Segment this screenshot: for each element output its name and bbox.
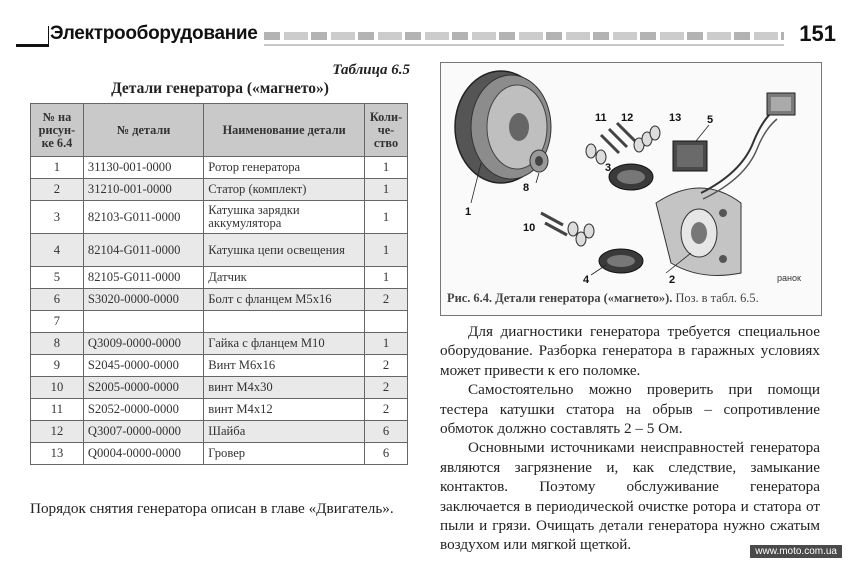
table-row (31, 179, 408, 201)
cell-num: 7 (31, 311, 84, 333)
generator-parts-figure (440, 62, 822, 316)
table-row (31, 399, 408, 421)
publisher-logo: ранок (777, 273, 801, 283)
cell-qty: 1 (365, 157, 408, 179)
cell-name: Гайка с фланцем М10 (204, 333, 365, 355)
table-row (31, 201, 408, 234)
lighting-coil-part-4 (599, 249, 643, 273)
chapter-title: Электрооборудование (50, 23, 258, 44)
cell-name: Ротор генератора (204, 157, 365, 179)
running-header (16, 18, 836, 52)
cell-num: 3 (31, 201, 84, 234)
figure-caption-label: Рис. 6.4. Детали генератора («магнето»). (447, 291, 673, 305)
cell-qty: 2 (365, 377, 408, 399)
stator-plate-part-2 (656, 188, 741, 275)
cell-num: 1 (31, 157, 84, 179)
cell-name: Статор (комплект) (204, 179, 365, 201)
screws-upper (586, 123, 660, 164)
cell-num: 11 (31, 399, 84, 421)
callout-4: 4 (583, 274, 590, 286)
cell-num: 2 (31, 179, 84, 201)
cell-pn: S2005-0000-0000 (83, 377, 203, 399)
cell-pn: Q3007-0000-0000 (83, 421, 203, 443)
paragraph-diagnostics: Для диагностики генератора требуется специальное оборудование. Разборка генератора в гаражных условиях может привести к его поломке. (440, 323, 820, 379)
table-row (31, 377, 408, 399)
cell-name: Болт с фланцем М5х16 (204, 289, 365, 311)
cell-name: Винт М6х16 (204, 355, 365, 377)
sensor-part-5 (673, 141, 707, 171)
cell-pn: Q0004-0000-0000 (83, 443, 203, 465)
paragraph-faults: Основными источниками неисправностей генератора являются загрязнение и, как следствие, замыкание контактов. Поэтому обслуживание генератора заключается в периодической очистке ротора и статора от пыли и грязи. Очищать детали генератора нужно сжатым воздухом или мягкой щеткой. (440, 439, 820, 554)
cell-num: 9 (31, 355, 84, 377)
col-header-name: Наименование детали (204, 104, 365, 157)
cell-pn: 82104-G011-0000 (83, 234, 203, 267)
source-watermark: www.moto.com.ua (750, 545, 842, 558)
cell-qty: 1 (365, 201, 408, 234)
table-row (31, 157, 408, 179)
col-header-pn: № детали (83, 104, 203, 157)
body-text (440, 322, 820, 555)
table-row (31, 333, 408, 355)
cell-name: Гровер (204, 443, 365, 465)
cell-num: 5 (31, 267, 84, 289)
table-row (31, 289, 408, 311)
cell-name: Шайба (204, 421, 365, 443)
cell-qty: 1 (365, 333, 408, 355)
callout-8: 8 (523, 182, 530, 194)
col-header-qty: Коли- че- ство (365, 104, 408, 157)
left-footer-text: Порядок снятия генератора описан в главе «Двигатель». (30, 500, 394, 517)
page-number: 151 (799, 21, 836, 46)
cell-qty: 6 (365, 443, 408, 465)
screws-lower (541, 213, 594, 246)
nut-part-8 (530, 150, 548, 172)
callout-5: 5 (707, 114, 714, 126)
cell-qty: 2 (365, 355, 408, 377)
header-corner-mark (16, 26, 49, 47)
cell-qty: 2 (365, 399, 408, 421)
figure-caption-rest: Поз. в табл. 6.5. (675, 291, 759, 305)
cell-pn: S3020-0000-0000 (83, 289, 203, 311)
table-row (31, 421, 408, 443)
cell-pn: S2045-0000-0000 (83, 355, 203, 377)
cell-qty (365, 311, 408, 333)
cell-qty: 1 (365, 234, 408, 267)
paragraph-tester: Самостоятельно можно проверить при помощи тестера катушки статора на обрыв – сопротивление обмоток должно составлять 2 – 5 Ом. (440, 381, 820, 438)
cell-pn: Q3009-0000-0000 (83, 333, 203, 355)
wiring-harness (701, 93, 795, 199)
cell-num: 13 (31, 443, 84, 465)
cell-name: винт М4х30 (204, 377, 365, 399)
table-title: Детали генератора («магнето») (111, 80, 329, 97)
generator-exploded-drawing (441, 63, 821, 289)
cell-pn: 31210-001-0000 (83, 179, 203, 201)
cell-name: Датчик (204, 267, 365, 289)
cell-name (204, 311, 365, 333)
cell-num: 8 (31, 333, 84, 355)
callout-3: 3 (605, 162, 612, 174)
cell-name: Катушка цепи освещения (204, 234, 365, 267)
cell-num: 12 (31, 421, 84, 443)
table-row (31, 267, 408, 289)
table-row (31, 443, 408, 465)
parts-table (30, 103, 408, 465)
cell-qty: 6 (365, 421, 408, 443)
table-body (31, 157, 408, 465)
cell-pn: S2052-0000-0000 (83, 399, 203, 421)
table-row (31, 355, 408, 377)
cell-name: винт М4х12 (204, 399, 365, 421)
header-underline (264, 44, 784, 46)
cell-qty: 1 (365, 179, 408, 201)
callout-1: 1 (465, 206, 472, 218)
cell-num: 10 (31, 377, 84, 399)
cell-pn: 82103-G011-0000 (83, 201, 203, 234)
callout-13: 13 (669, 112, 682, 124)
table-caption: Таблица 6.5 (332, 62, 410, 78)
table-row (31, 234, 408, 267)
figure-caption (447, 291, 817, 306)
cell-qty: 1 (365, 267, 408, 289)
charging-coil-part-3 (609, 164, 653, 190)
callout-12: 12 (621, 112, 634, 124)
cell-num: 6 (31, 289, 84, 311)
table-header-row (31, 104, 408, 157)
callout-2: 2 (669, 274, 676, 286)
callout-11: 11 (595, 112, 607, 124)
cell-num: 4 (31, 234, 84, 267)
cell-pn: 82105-G011-0000 (83, 267, 203, 289)
cell-qty: 2 (365, 289, 408, 311)
cell-pn (83, 311, 203, 333)
cell-name: Катушка зарядки аккумулятора (204, 201, 365, 234)
table-row (31, 311, 408, 333)
header-decorative-rule (264, 32, 784, 40)
col-header-num: № на рисун- ке 6.4 (31, 104, 84, 157)
cell-pn: 31130-001-0000 (83, 157, 203, 179)
callout-10: 10 (523, 222, 536, 234)
